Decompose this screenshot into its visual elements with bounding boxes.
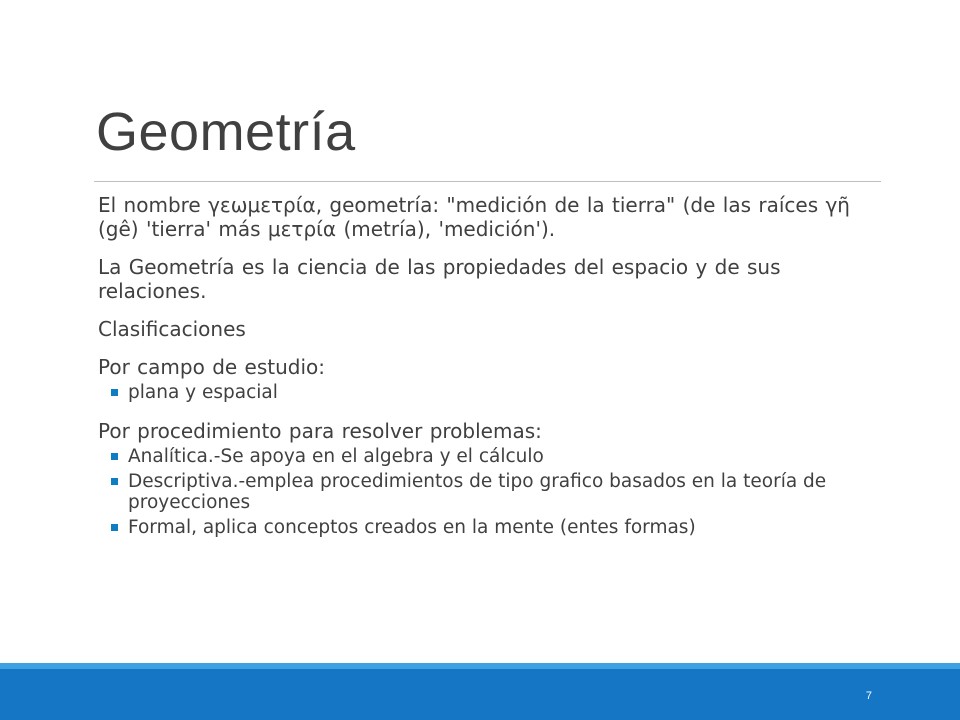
title-divider: [94, 181, 881, 182]
field-of-study-heading: Por campo de estudio:: [98, 355, 326, 379]
page-number: 7: [865, 690, 872, 702]
list-item-text: Formal, aplica conceptos creados en la mente (entes formas): [128, 517, 696, 538]
list-item-text: Analítica.-Se apoya en el algebra y el cálculo: [128, 446, 544, 467]
square-bullet-icon: [111, 453, 118, 460]
procedure-list: [98, 446, 878, 538]
field-of-study-list: [98, 382, 878, 403]
list-item: [98, 446, 878, 467]
square-bullet-icon: [111, 524, 118, 531]
list-item-text: Descriptiva.-emplea procedimientos de tipo grafico basados en la teoría de proyecciones: [128, 471, 827, 513]
square-bullet-icon: [111, 478, 118, 485]
footer-bar: [0, 663, 960, 720]
list-item: [98, 382, 878, 403]
slide-body: [98, 193, 878, 554]
definition-paragraph: La Geometría es la ciencia de las propiedades del espacio y de sus relaciones.: [98, 255, 781, 303]
list-item: [98, 471, 878, 513]
procedure-heading: Por procedimiento para resolver problemas:: [98, 419, 542, 443]
etymology-paragraph: El nombre γεωμετρία, geometría: "medición de la tierra" (de las raíces γῆ (gê) 'tierra' más μετρία (metría), 'medición').: [98, 193, 850, 241]
square-bullet-icon: [111, 389, 118, 396]
list-item-text: plana y espacial: [128, 382, 278, 403]
classifications-heading: Clasificaciones: [98, 317, 246, 341]
slide-title: Geometría: [96, 102, 356, 162]
footer-accent-strip: [0, 663, 960, 669]
list-item: [98, 517, 878, 538]
